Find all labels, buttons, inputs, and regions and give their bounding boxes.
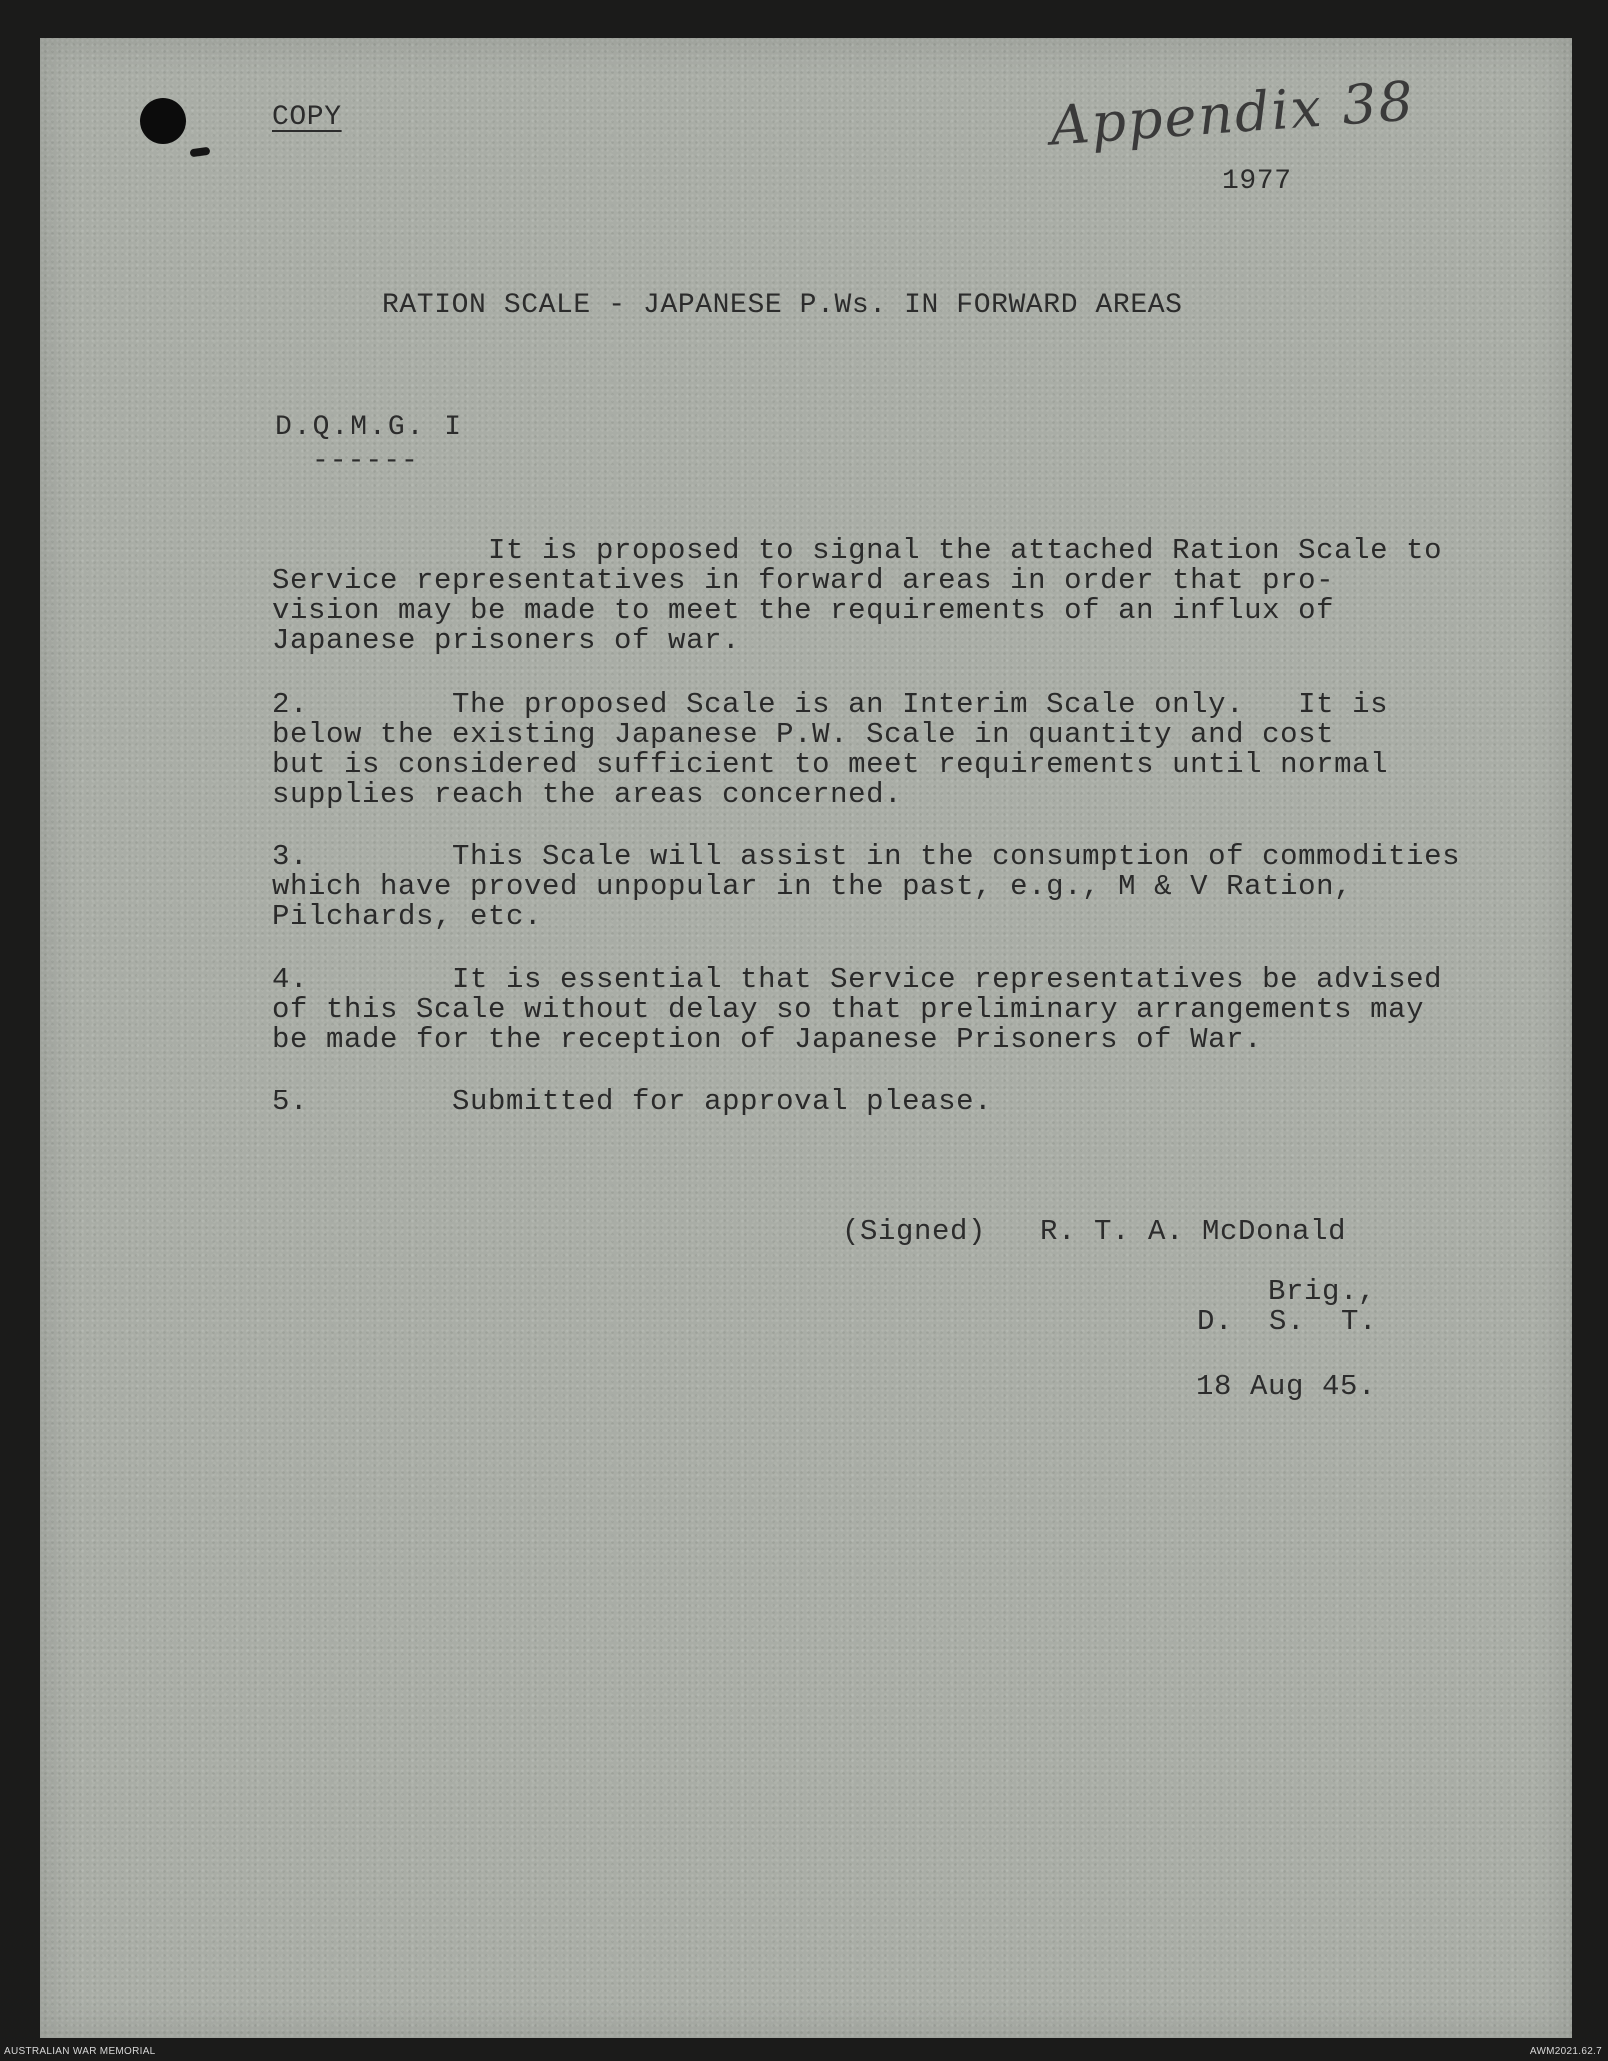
- document-number: 1977: [1222, 166, 1292, 197]
- paragraph-line: which have proved unpopular in the past, e.g., M & V Ration,: [272, 870, 1353, 903]
- signatory-appointment: D. S. T.: [1197, 1305, 1378, 1338]
- copy-mark: COPY: [272, 102, 342, 133]
- archive-reference: AWM2021.62.7: [1529, 2046, 1602, 2057]
- paragraph-5: [272, 1087, 1482, 1117]
- paragraph-line: Service representatives in forward areas in order that pro-: [272, 564, 1335, 597]
- addressee: D.Q.M.G. I: [275, 412, 464, 443]
- signatory-rank: Brig.,: [1268, 1275, 1377, 1308]
- paragraph-line: Japanese prisoners of war.: [272, 624, 741, 657]
- paragraph-4: [272, 965, 1482, 1055]
- document-date: 18 Aug 45.: [1196, 1370, 1377, 1403]
- paragraph-line: supplies reach the areas concerned.: [272, 778, 903, 811]
- paragraph-line: 4. It is essential that Service representatives be advised: [272, 963, 1443, 996]
- paragraph-3: [272, 842, 1482, 932]
- paragraph-line: 5. Submitted for approval please.: [272, 1085, 993, 1118]
- paragraph-line: 3. This Scale will assist in the consumption of commodities: [272, 840, 1461, 873]
- paragraph-line: below the existing Japanese P.W. Scale in quantity and cost: [272, 718, 1335, 751]
- document-title: RATION SCALE - JAPANESE P.Ws. IN FORWARD AREAS: [382, 290, 1183, 321]
- paragraph-line: but is considered sufficient to meet requirements until normal: [272, 748, 1389, 781]
- addressee-underline: ------: [312, 446, 419, 477]
- paragraph-2: [272, 690, 1482, 810]
- paragraph-line: Pilchards, etc.: [272, 900, 543, 933]
- paragraph-line: 2. The proposed Scale is an Interim Scale only. It is: [272, 688, 1389, 721]
- paragraph-line: of this Scale without delay so that preliminary arrangements may: [272, 993, 1425, 1026]
- paragraph-line: vision may be made to meet the requirements of an influx of: [272, 594, 1335, 627]
- paragraph-line: It is proposed to signal the attached Ration Scale to: [272, 534, 1443, 567]
- archive-credit: AUSTRALIAN WAR MEMORIAL: [4, 2046, 156, 2057]
- signature-line: (Signed) R. T. A. McDonald: [842, 1215, 1347, 1248]
- punch-hole: [140, 98, 186, 144]
- paragraph-line: be made for the reception of Japanese Prisoners of War.: [272, 1023, 1263, 1056]
- paragraph-1: [272, 536, 1482, 656]
- handwritten-annotation: Appendix 38: [1048, 69, 1417, 158]
